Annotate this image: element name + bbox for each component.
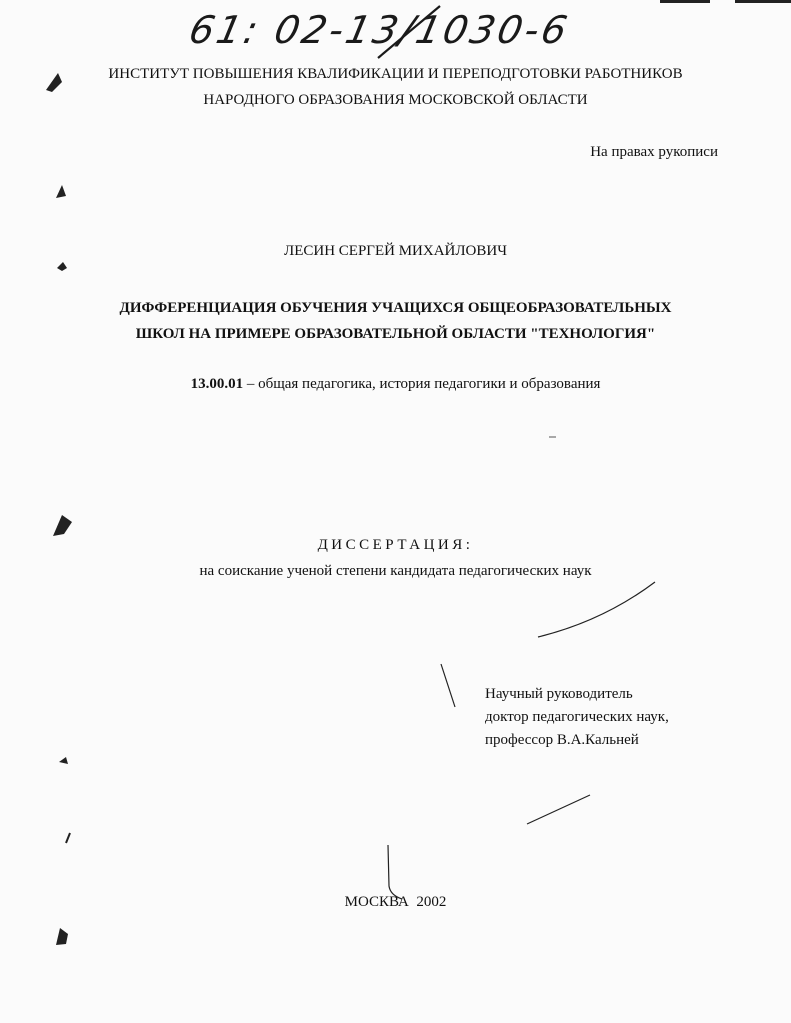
supervisor-degree: доктор педагогических наук,: [485, 709, 669, 725]
scan-speck: [56, 185, 66, 198]
institute-name-line1: ИНСТИТУТ ПОВЫШЕНИЯ КВАЛИФИКАЦИИ И ПЕРЕПОДГОТОВКИ РАБОТНИКОВ: [108, 66, 683, 82]
supervisor-block: [485, 683, 669, 752]
specialty-description: – общая педагогика, история педагогики и образования: [243, 376, 601, 392]
footer-city-year: [0, 895, 791, 910]
footer-year: 2002: [416, 894, 447, 910]
document-type: ДИССЕРТАЦИЯ:: [317, 537, 474, 553]
scan-speck: [56, 928, 68, 945]
footer-city: МОСКВА: [344, 894, 409, 910]
institute-name-line2: НАРОДНОГО ОБРАЗОВАНИЯ МОСКОВСКОЙ ОБЛАСТИ: [203, 92, 588, 108]
dissertation-title-line2: ШКОЛ НА ПРИМЕРЕ ОБРАЗОВАТЕЛЬНОЙ ОБЛАСТИ "ТЕХНОЛОГИЯ": [135, 326, 656, 342]
scan-speck: [59, 757, 68, 764]
pen-stroke: [538, 582, 655, 637]
archive-code-text: 61: 02-13/1030-6: [185, 8, 574, 52]
pen-stroke: [388, 845, 402, 899]
author-name: ЛЕСИН СЕРГЕЙ МИХАЙЛОВИЧ: [284, 243, 507, 259]
supervisor-role: Научный руководитель: [485, 686, 633, 702]
pen-stroke: [441, 664, 455, 707]
scan-speck: [53, 515, 72, 536]
scan-speck: [66, 833, 70, 843]
degree-line: на соискание ученой степени кандидата педагогических наук: [199, 563, 592, 579]
dissertation-title-line1: ДИФФЕРЕНЦИАЦИЯ ОБУЧЕНИЯ УЧАЩИХСЯ ОБЩЕОБРАЗОВАТЕЛЬНЫХ: [119, 300, 672, 316]
pen-stroke: [527, 795, 590, 824]
manuscript-rights-note: На правах рукописи: [590, 144, 718, 160]
supervisor-name: профессор В.А.Кальней: [485, 732, 639, 748]
specialty-code: 13.00.01: [190, 376, 244, 392]
scan-speck: [57, 262, 67, 271]
specialty-line: [0, 377, 791, 392]
